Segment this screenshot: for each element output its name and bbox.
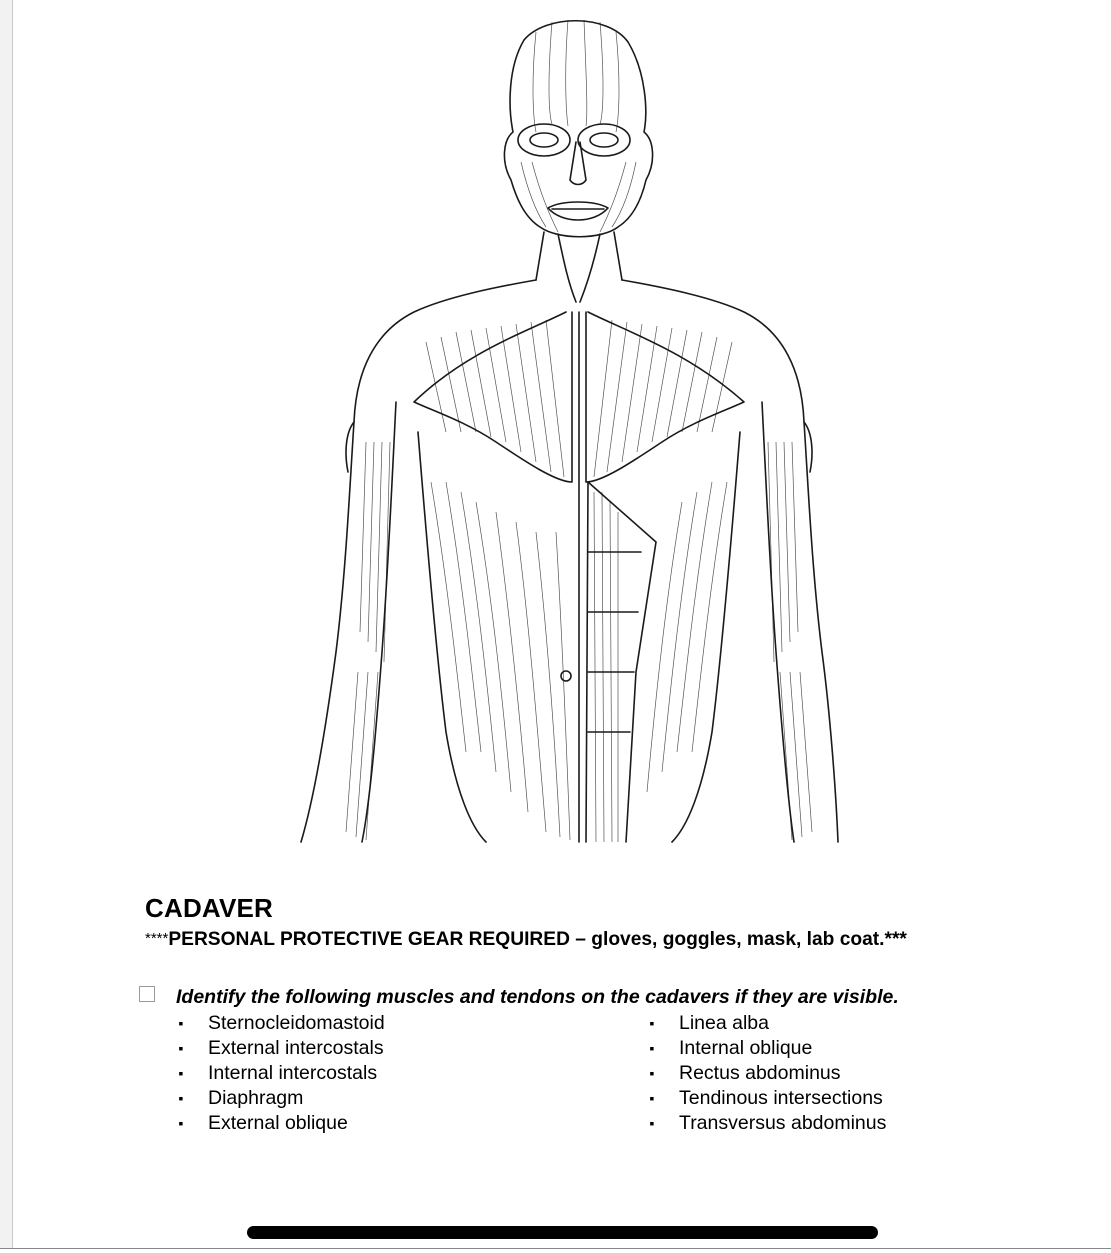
rectus-sheath (586, 482, 656, 842)
muscle-name: Sternocleidomastoid (208, 1012, 385, 1034)
oblique-left (418, 432, 486, 842)
muscle-diagram-svg (296, 12, 840, 848)
muscle-name: Linea alba (679, 1012, 769, 1034)
bullet-icon: ▪ (178, 1115, 184, 1131)
bullet-icon: ▪ (649, 1090, 655, 1106)
arm-right (762, 402, 812, 842)
bullet-icon: ▪ (178, 1015, 184, 1031)
arm-left (346, 402, 396, 842)
muscle-name: External intercostals (208, 1037, 384, 1059)
navel (561, 671, 571, 681)
oblique-right (672, 432, 740, 842)
eye-left (518, 124, 570, 156)
list-item (647, 1111, 886, 1136)
nose (570, 142, 586, 185)
muscle-name: Internal intercostals (208, 1062, 378, 1084)
bullet-icon: ▪ (649, 1015, 655, 1031)
window-frame-left (0, 0, 13, 1253)
bullet-icon: ▪ (178, 1040, 184, 1056)
torso-outline (301, 280, 838, 842)
list-item (176, 1111, 385, 1136)
mouth (548, 202, 608, 220)
list-item (176, 1086, 385, 1111)
ppe-stars: **** (145, 930, 169, 947)
muscle-name: Rectus abdominus (679, 1062, 841, 1084)
bullet-icon: ▪ (178, 1090, 184, 1106)
list-item (176, 1061, 385, 1086)
eye-right (578, 124, 630, 156)
task-checkbox[interactable] (139, 986, 155, 1002)
bullet-icon: ▪ (178, 1065, 184, 1081)
muscle-list-right (647, 1011, 886, 1136)
muscle-name: Diaphragm (208, 1087, 304, 1109)
list-item (647, 1061, 886, 1086)
muscle-name: Tendinous intersections (679, 1087, 883, 1109)
home-indicator-bar[interactable] (247, 1226, 878, 1239)
neck (536, 232, 622, 302)
list-item (647, 1011, 886, 1036)
list-item (647, 1086, 886, 1111)
muscle-name: Transversus abdominus (679, 1112, 887, 1134)
window-frame-bottom (0, 1248, 1111, 1253)
muscle-list-left (176, 1011, 385, 1136)
ppe-notice (145, 928, 907, 951)
bullet-icon: ▪ (649, 1115, 655, 1131)
bullet-icon: ▪ (649, 1040, 655, 1056)
ppe-notice-text: PERSONAL PROTECTIVE GEAR REQUIRED – gloves, goggles, mask, lab coat.*** (168, 929, 907, 950)
list-item (176, 1036, 385, 1061)
muscle-name: Internal oblique (679, 1037, 813, 1059)
list-item (647, 1036, 886, 1061)
instruction-text: Identify the following muscles and tendons on the cadavers if they are visible. (176, 986, 899, 1008)
muscle-name: External oblique (208, 1112, 348, 1134)
list-item (176, 1011, 385, 1036)
bullet-icon: ▪ (649, 1065, 655, 1081)
section-heading: CADAVER (145, 893, 274, 923)
anatomy-illustration (296, 12, 840, 848)
